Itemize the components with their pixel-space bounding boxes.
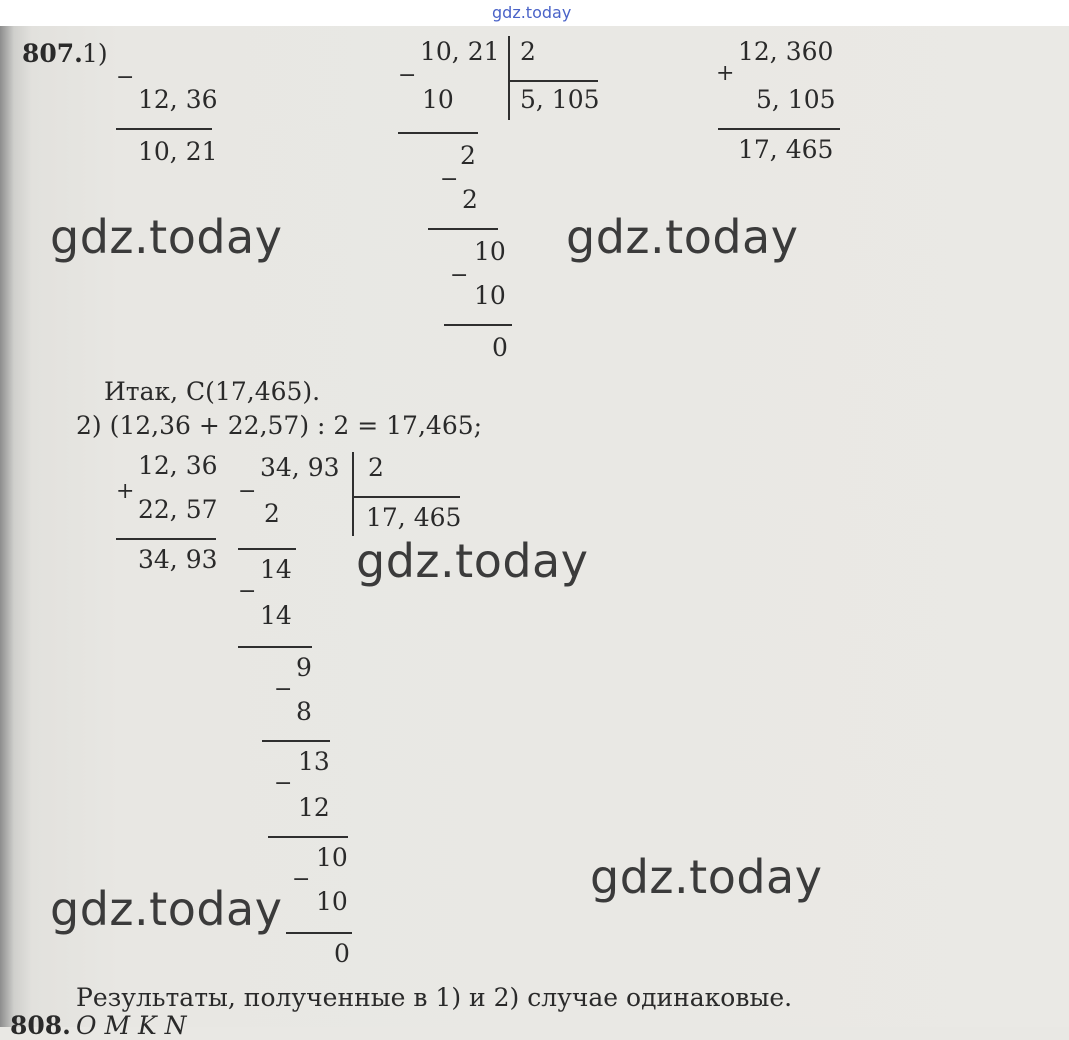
div1-bar — [508, 36, 510, 120]
add1-operand-b: 5, 105 — [756, 85, 836, 114]
add1-line — [718, 128, 840, 130]
div2-step-remainder: 13 — [298, 747, 330, 776]
add2-line — [116, 538, 216, 540]
div1-quotient-line — [510, 80, 598, 82]
div1-step-subtrahend: 10 — [422, 85, 454, 114]
div2-minus-sign: − — [238, 579, 257, 604]
div2-line-1 — [238, 548, 296, 550]
result-text: Итак, C(17,465). — [104, 377, 321, 406]
div2-minus-sign: − — [292, 867, 311, 892]
div2-line-3 — [262, 740, 330, 742]
div1-dividend: 10, 21 — [420, 37, 500, 66]
div1-step-remainder: 10 — [474, 237, 506, 266]
div2-line-4 — [268, 836, 348, 838]
div2-quotient-line — [354, 496, 460, 498]
div2-step-subtrahend: 10 — [316, 887, 348, 916]
add1-plus-sign: + — [716, 61, 735, 86]
div2-step-remainder: 10 — [316, 843, 348, 872]
div2-dividend: 34, 93 — [260, 453, 340, 482]
sub1-operand: 12, 36 — [138, 85, 218, 114]
div2-minus-sign: − — [274, 677, 293, 702]
div1-minus-sign: − — [398, 63, 417, 88]
watermark: gdz.today — [590, 850, 823, 904]
div2-bar — [352, 452, 354, 536]
add2-operand-b: 22, 57 — [138, 495, 218, 524]
div2-final-remainder: 0 — [334, 939, 350, 968]
sub1-result: 10, 21 — [138, 137, 218, 166]
sub1-minus-sign: − — [116, 65, 135, 90]
div1-step-remainder: 2 — [460, 141, 476, 170]
div2-divisor: 2 — [368, 453, 384, 482]
div2-step-remainder: 9 — [296, 653, 312, 682]
div2-quotient: 17, 465 — [366, 503, 462, 532]
div2-step-subtrahend: 2 — [264, 499, 280, 528]
next-problem-letters: O M K N — [76, 1011, 187, 1040]
div1-line-2 — [428, 228, 498, 230]
add2-operand-a: 12, 36 — [138, 451, 218, 480]
div1-final-remainder: 0 — [492, 333, 508, 362]
div2-step-subtrahend: 8 — [296, 697, 312, 726]
problem-number: 807. — [22, 39, 83, 68]
div1-line-1 — [398, 132, 478, 134]
div1-minus-sign: − — [450, 263, 469, 288]
watermark: gdz.today — [356, 534, 589, 588]
div2-minus-sign: − — [238, 479, 257, 504]
div2-step-remainder: 14 — [260, 555, 292, 584]
next-problem-number: 808. — [10, 1011, 71, 1040]
div1-step-subtrahend: 10 — [474, 281, 506, 310]
watermark: gdz.today — [50, 210, 283, 264]
div1-minus-sign: − — [440, 167, 459, 192]
sub1-line — [116, 128, 212, 130]
part-1-label: 1) — [82, 39, 108, 68]
div2-step-subtrahend: 14 — [260, 601, 292, 630]
div1-quotient: 5, 105 — [520, 85, 600, 114]
add1-result: 17, 465 — [738, 135, 834, 164]
div1-step-subtrahend: 2 — [462, 185, 478, 214]
part-2-equation: 2) (12,36 + 22,57) : 2 = 17,465; — [76, 411, 483, 440]
add1-operand-a: 12, 360 — [738, 37, 834, 66]
watermark: gdz.today — [566, 210, 799, 264]
div2-line-2 — [238, 646, 312, 648]
div2-minus-sign: − — [274, 771, 293, 796]
add2-result: 34, 93 — [138, 545, 218, 574]
header-watermark: gdz.today — [492, 3, 572, 22]
div1-line-3 — [444, 324, 512, 326]
div1-divisor: 2 — [520, 37, 536, 66]
div2-step-subtrahend: 12 — [298, 793, 330, 822]
add2-plus-sign: + — [116, 479, 135, 504]
conclusion-text: Результаты, полученные в 1) и 2) случае одинаковые. — [76, 983, 793, 1012]
watermark: gdz.today — [50, 882, 283, 936]
div2-line-5 — [286, 932, 352, 934]
